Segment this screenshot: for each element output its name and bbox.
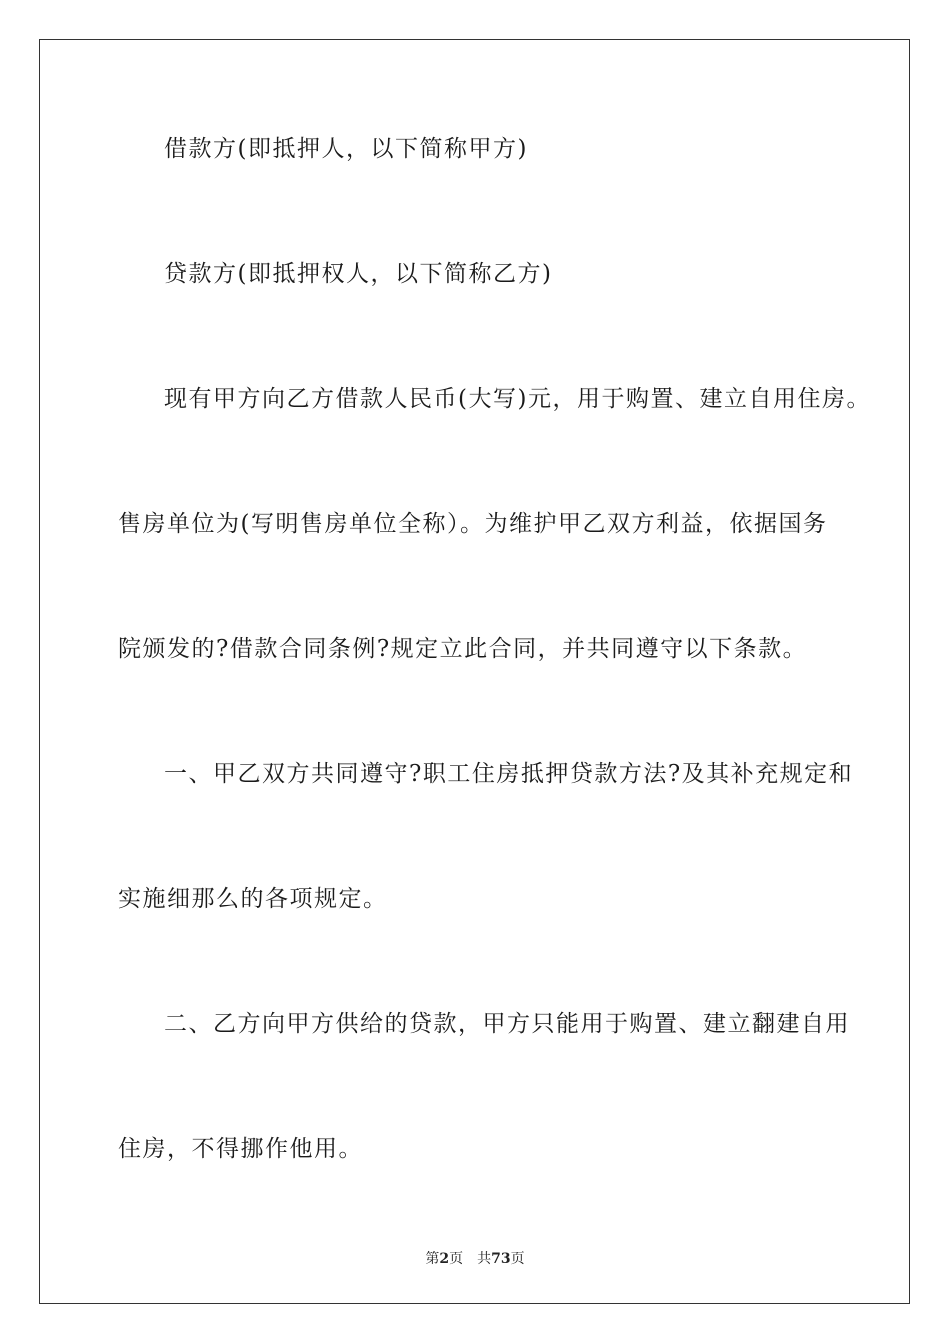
paragraph-loan-purpose-cont-2: 院颁发的?借款合同条例?规定立此合同，并共同遵守以下条款。 bbox=[118, 636, 808, 662]
paragraph-loan-purpose-cont-1: 售房单位为(写明售房单位全称）。为维护甲乙双方利益，依据国务 bbox=[118, 511, 828, 537]
page-total: 73 bbox=[491, 1251, 511, 1267]
page-border bbox=[39, 39, 910, 1304]
total-prefix: 共 bbox=[477, 1251, 492, 1267]
page-number-footer bbox=[0, 1248, 950, 1268]
paragraph-lender: 贷款方(即抵押权人，以下简称乙方) bbox=[164, 261, 553, 287]
clause-one: 一、甲乙双方共同遵守?职工住房抵押贷款方法?及其补充规定和 bbox=[164, 761, 854, 787]
paragraph-borrower: 借款方(即抵押人，以下简称甲方) bbox=[164, 136, 528, 162]
total-suffix: 页 bbox=[510, 1251, 525, 1267]
page-suffix: 页 bbox=[449, 1251, 464, 1267]
clause-two-cont: 住房，不得挪作他用。 bbox=[118, 1136, 363, 1162]
page-prefix: 第 bbox=[425, 1251, 440, 1267]
paragraph-loan-purpose: 现有甲方向乙方借款人民币(大写)元，用于购置、建立自用住房。 bbox=[164, 386, 871, 412]
clause-one-cont: 实施细那么的各项规定。 bbox=[118, 886, 388, 912]
page-current: 2 bbox=[439, 1251, 450, 1267]
clause-two: 二、乙方向甲方供给的贷款，甲方只能用于购置、建立翻建自用 bbox=[164, 1011, 850, 1037]
